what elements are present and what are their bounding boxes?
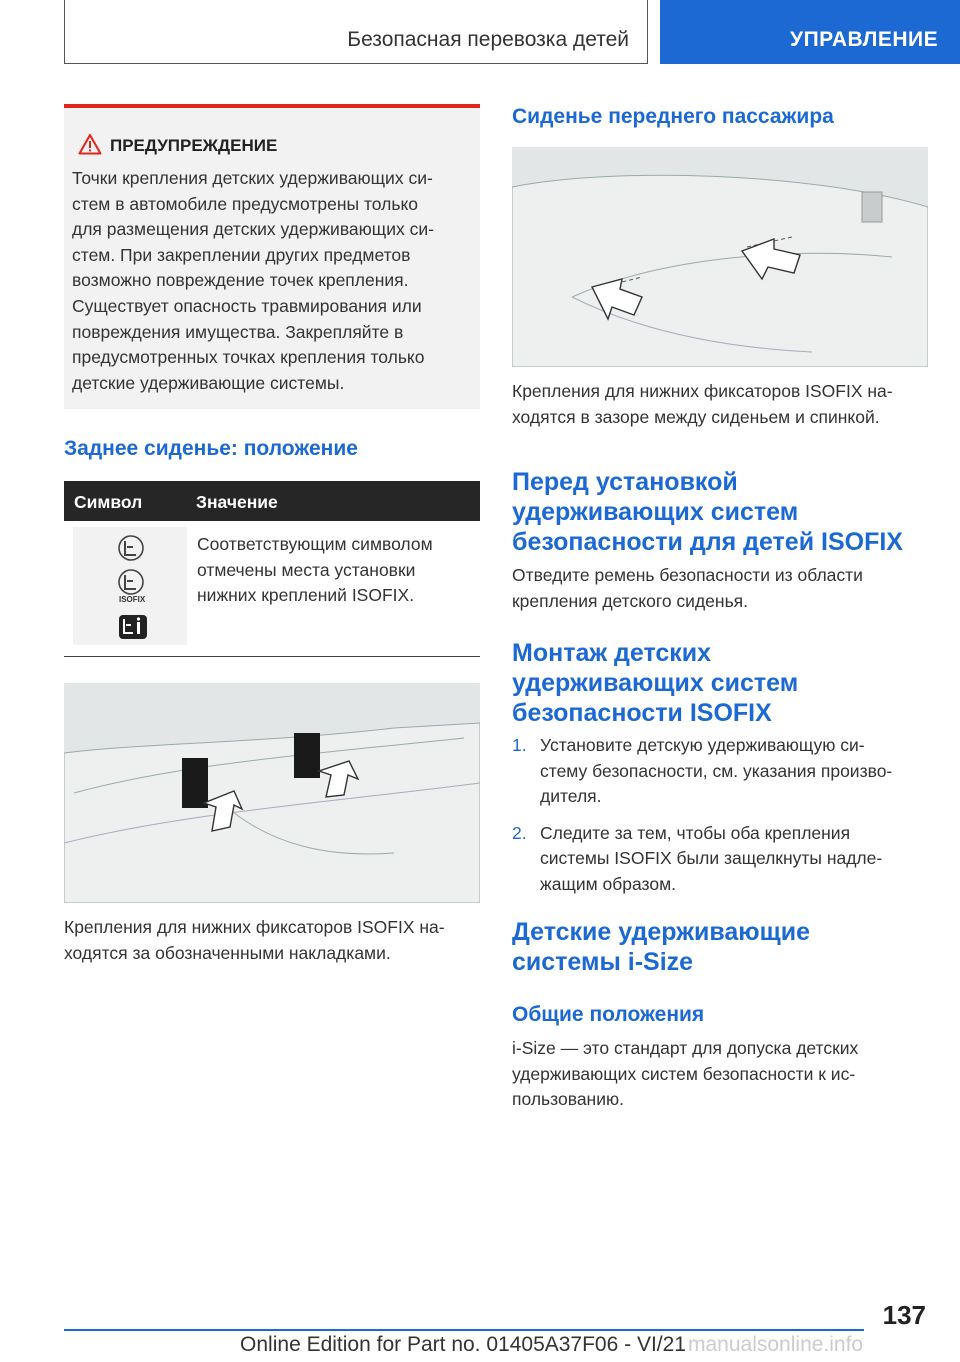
isofix-symbols bbox=[73, 527, 187, 645]
before-install-text: Отведите ремень безопасности из области крепления детского сиденья. bbox=[512, 565, 863, 611]
header-section-box bbox=[64, 0, 648, 64]
step-number: 1. bbox=[512, 735, 527, 755]
footer-edition: Online Edition for Part no. 01405A37F06 - VI/21 bbox=[240, 1333, 686, 1356]
front-seat-photo bbox=[512, 147, 928, 367]
warning-title: ПРЕДУПРЕЖДЕНИЕ bbox=[110, 136, 278, 155]
isize-text: i-Size — это стандарт для допуска детских удерживающих систем безопасности к ис- пользованию. bbox=[512, 1038, 859, 1110]
chapter-title: УПРАВЛЕНИЕ bbox=[790, 28, 939, 51]
table-meaning-cell: Соответствующим символом отмечены места установки нижних креплений ISOFIX. bbox=[197, 534, 433, 606]
table-col-meaning: Значение bbox=[196, 492, 278, 512]
mount-heading: Монтаж детских удерживающих систем безопасности ISOFIX bbox=[512, 639, 799, 727]
list-item: 1. Установите детскую удерживающую си- стему безопасности, см. указания произво- дителя. bbox=[512, 735, 893, 807]
table-divider bbox=[64, 656, 480, 657]
before-install-heading: Перед установкой удерживающих систем безопасности для детей ISOFIX bbox=[512, 468, 903, 556]
general-provisions-heading: Общие положения bbox=[512, 1003, 705, 1026]
mount-steps bbox=[512, 733, 932, 909]
rear-seat-caption: Крепления для нижних фиксаторов ISOFIX на- ходятся за обозначенными накладками. bbox=[64, 917, 445, 963]
warning-text: Точки крепления детских удерживающих си- стем в автомобиле предусмотрены только для размещения детских удерживающих си- стем. При закреплении других предметов возможно повреждение точек крепления. Существует опасность травмирования или повреждения имущества. Закрепляйте в предусмотренных точках крепления только детские удерживающие системы. bbox=[72, 168, 434, 393]
rear-seat-photo bbox=[64, 683, 480, 903]
watermark: manualsonline.info bbox=[688, 1333, 864, 1356]
front-seat-heading: Сиденье переднего пассажира bbox=[512, 105, 834, 128]
isize-heading: Детские удерживающие системы i-Size bbox=[512, 918, 810, 976]
rear-seat-heading: Заднее сиденье: положение bbox=[64, 437, 358, 460]
symbol-table-header bbox=[64, 481, 480, 521]
table-col-symbol: Символ bbox=[74, 492, 143, 512]
footer-divider bbox=[64, 1329, 864, 1331]
front-seat-caption: Крепления для нижних фиксаторов ISOFIX на- ходятся в зазоре между сиденьем и спинкой. bbox=[512, 381, 893, 427]
isofix-child-seat-icon bbox=[73, 527, 187, 645]
header-chapter-tab[interactable] bbox=[660, 0, 960, 64]
page-number: 137 bbox=[882, 1300, 926, 1330]
step-number: 2. bbox=[512, 822, 527, 843]
warning-triangle-icon bbox=[78, 133, 102, 155]
warning-box bbox=[64, 104, 480, 409]
front-seat-illustration bbox=[512, 147, 928, 367]
isofix-label: ISOFIX bbox=[119, 595, 146, 604]
section-title: Безопасная перевозка детей bbox=[347, 28, 629, 51]
list-item: 2. Следите за тем, чтобы оба крепления системы ISOFIX были защелкнуты надле- жащим образом. bbox=[512, 822, 883, 894]
rear-seat-illustration bbox=[64, 683, 480, 903]
